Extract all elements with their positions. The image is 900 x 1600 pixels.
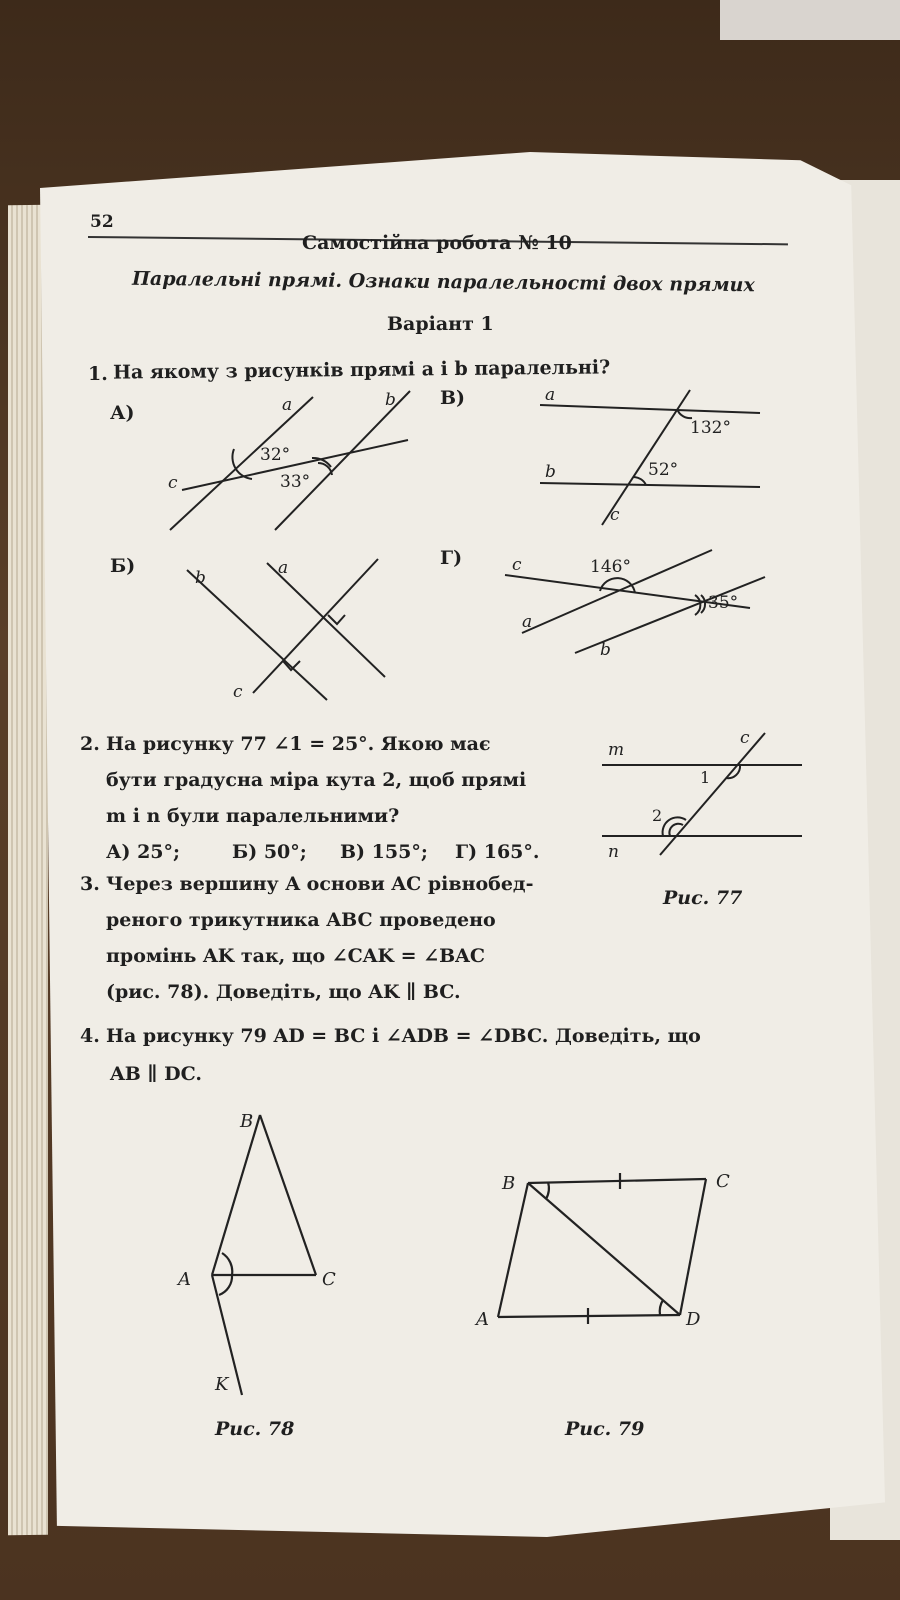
figure-v [540, 385, 770, 535]
task4-line-2: AB ∥ DC. [110, 1063, 202, 1085]
line-c [253, 559, 378, 693]
task3-line-4: (рис. 78). Доведіть, що AK ∥ BC. [106, 981, 461, 1003]
option-b-label: Б) [110, 555, 136, 577]
notebook-corner [720, 0, 900, 40]
figure-78 [170, 1105, 350, 1405]
label-vertex-d: D [686, 1309, 701, 1330]
figure-77 [600, 725, 810, 865]
line-a [170, 397, 313, 530]
label-point-k: K [215, 1374, 229, 1395]
page-title: Самостійна робота № 10 [302, 232, 572, 254]
page-subtitle: Паралельні прямі. Ознаки паралельності двох прямих [131, 267, 755, 297]
figure-b [185, 555, 395, 715]
page-number: 52 [90, 212, 114, 232]
task2-line-3: m і n були паралельними? [106, 805, 400, 827]
task2-number: 2. [80, 733, 100, 755]
page-stack [8, 205, 48, 1535]
task3-number: 3. [80, 873, 100, 895]
line-b [275, 391, 410, 530]
variant-heading: Варіант 1 [387, 313, 494, 335]
label-c: c [168, 473, 178, 493]
side-cd [680, 1179, 706, 1315]
label-c: c [233, 682, 243, 702]
angle-52: 52° [648, 460, 679, 480]
angle-arc-dbc [546, 1182, 549, 1199]
label-b: b [545, 462, 556, 482]
option-g-label: Г) [440, 547, 463, 569]
task2-answer-a: А) 25°; [106, 841, 181, 863]
task3-line-3: промінь AK так, що ∠CAK = ∠BAC [106, 945, 486, 967]
figure-g [500, 545, 770, 670]
angle-146: 146° [590, 557, 631, 577]
label-a: a [282, 395, 293, 415]
label-a: a [278, 558, 289, 578]
figure-79 [470, 1165, 750, 1345]
task3-line-2: реного трикутника ABC проведено [106, 909, 496, 931]
label-vertex-a: A [178, 1269, 191, 1290]
option-v-label: В) [440, 387, 466, 409]
label-vertex-c: C [716, 1171, 730, 1192]
fig77-caption: Рис. 77 [663, 887, 743, 909]
label-c: c [740, 728, 750, 748]
right-angle-mark-1 [328, 615, 345, 624]
angle-arc-cak [219, 1275, 232, 1295]
label-n: n [608, 842, 619, 862]
task2-line-1: На рисунку 77 ∠1 = 25°. Якою має [106, 733, 491, 755]
angle-32: 32° [260, 445, 291, 465]
task2-line-2: бути градусна міра кута 2, щоб прямі [106, 769, 527, 791]
line-a [540, 405, 760, 413]
diagonal-bd [528, 1183, 680, 1315]
angle-arc-35-inner [701, 595, 705, 613]
angle-132: 132° [690, 418, 731, 438]
angle-label-2: 2 [652, 806, 663, 825]
task2-answer-b: Б) 50°; [232, 841, 307, 863]
side-ab [212, 1115, 260, 1275]
angle-33: 33° [280, 472, 311, 492]
label-b: b [385, 390, 396, 410]
label-m: m [608, 740, 625, 760]
label-vertex-c: C [322, 1269, 336, 1290]
task1-number: 1. [88, 363, 108, 385]
task4-number: 4. [80, 1025, 100, 1047]
figure-a [160, 385, 420, 540]
fig78-caption: Рис. 78 [215, 1418, 295, 1440]
label-b: b [600, 640, 611, 660]
angle-arc-2 [663, 817, 686, 836]
task4-line-1: На рисунку 79 AD = BC і ∠ADB = ∠DBC. Доведіть, що [106, 1025, 701, 1047]
side-bc [260, 1115, 316, 1275]
fig79-caption: Рис. 79 [565, 1418, 645, 1440]
angle-35: 35° [708, 593, 739, 613]
task2-answer-v: В) 155°; [340, 841, 428, 863]
label-b: b [195, 568, 206, 588]
label-c: c [512, 555, 522, 575]
label-vertex-a: A [476, 1309, 489, 1330]
label-a: a [522, 612, 533, 632]
label-vertex-b: B [240, 1111, 254, 1132]
task3-line-1: Через вершину A основи AC рівнобед- [106, 873, 534, 895]
side-bc [528, 1179, 706, 1183]
label-a: a [545, 385, 556, 405]
angle-arc-bac [222, 1253, 232, 1275]
label-c: c [610, 505, 620, 525]
task2-answer-g: Г) 165°. [455, 841, 540, 863]
angle-arc-adb [660, 1300, 663, 1315]
option-a-label: А) [110, 402, 135, 424]
line-b [540, 483, 760, 487]
task1-question: На якому з рисунків прямі a і b паралельні? [112, 356, 611, 384]
side-ab [498, 1183, 528, 1317]
angle-label-1: 1 [700, 768, 711, 787]
label-vertex-b: B [502, 1173, 516, 1194]
